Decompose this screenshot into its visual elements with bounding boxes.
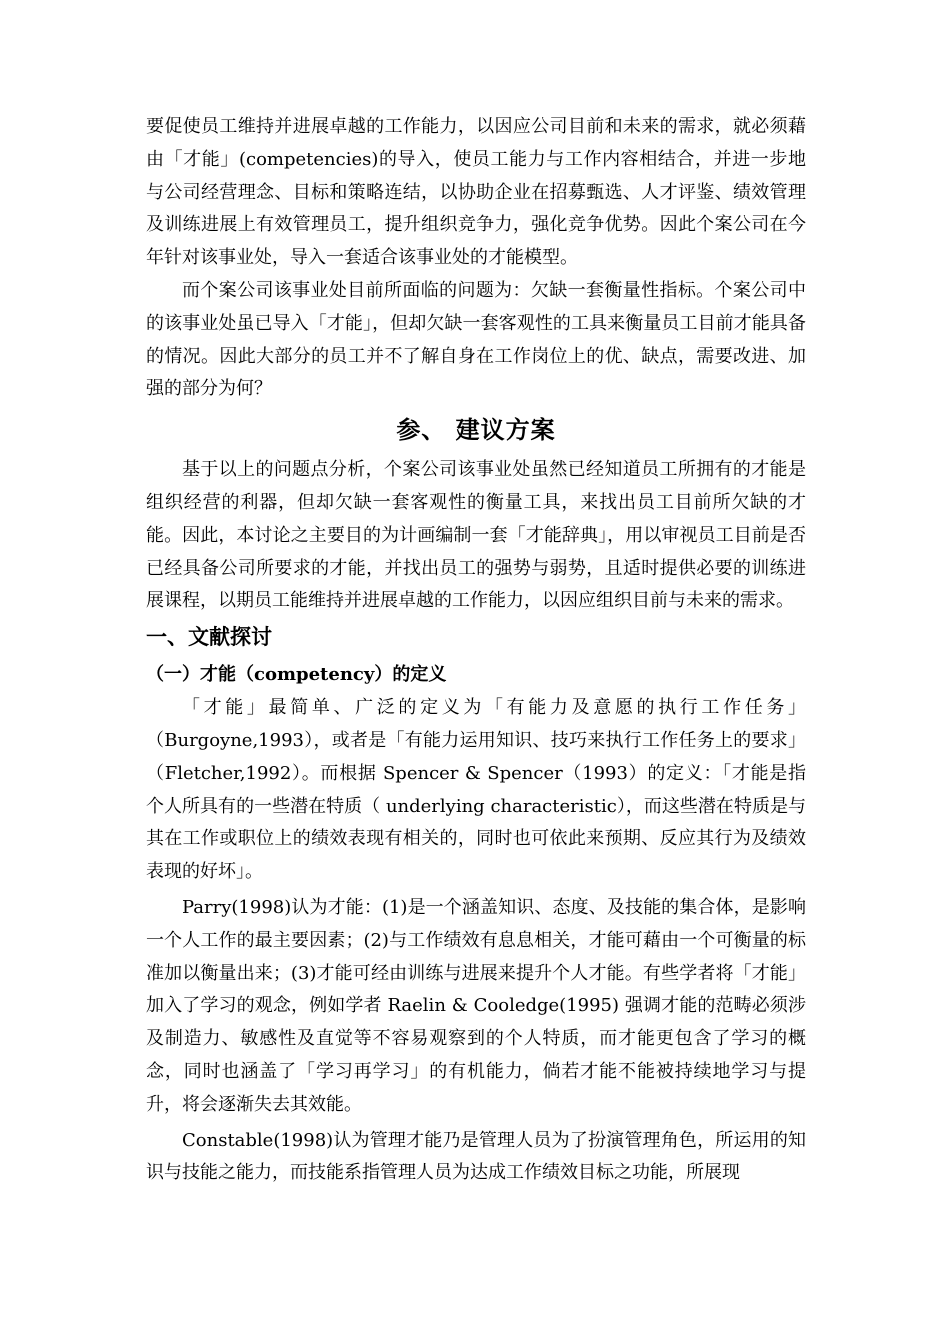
section-title: 参、 建议方案 — [396, 415, 556, 445]
paragraph-proposal: 基于以上的问题点分析，个案公司该事业处虽然已经知道员工所拥有的才能是组织经营的利器，但却欠缺一套客观性的衡量工具，来找出员工目前所欠缺的才能。因此，本讨论之主要目的为计画编制一套「才能辞典」，用以审视员工目前是否已经具备公司所要求的才能，并找出员工的强势与弱势，且适时提供必要的训练进展课程，以期员工能维持并进展卓越的工作能力，以因应组织目前与未来的需求。 — [146, 459, 806, 612]
paragraph-problem-statement: 而个案公司该事业处目前所面临的问题为：欠缺一套衡量性指标。个案公司中的该事业处虽已导入「才能」，但却欠缺一套客观性的工具来衡量员工目前才能具备的情况。因此大部分的员工并不了解自身在工作岗位上的优、缺点，需要改进、加强的部分为何？ — [146, 279, 806, 400]
document-body — [146, 111, 806, 1190]
paragraph-constable: Constable(1998)认为管理才能乃是管理人员为了扮演管理角色，所运用的知识与技能之能力，而技能系指管理人员为达成工作绩效目标之功能，所展现 — [146, 1129, 806, 1184]
paragraph-definition: 「才能」最简单、广泛的定义为「有能力及意愿的执行工作任务」（Burgoyne,1993），或者是「有能力运用知识、技巧来执行工作任务上的要求」（Fletcher,1992）。而根据 Spencer & Spencer（1993）的定义：「才能是指个人所具有的一些潜在特质（ underlying characteristic），而这些潜在特质是与其在工作或职位上的绩效表现有相关的，同时也可依此来预期、反应其行为及绩效表现的好坏」。 — [146, 697, 806, 883]
paragraph-competency-intro: 要促使员工维持并进展卓越的工作能力，以因应公司目前和未来的需求，就必须藉由「才能」(competencies)的导入，使员工能力与工作内容相结合，并进一步地与公司经营理念、目标和策略连结，以协助企业在招募甄选、人才评鉴、绩效管理及训练进展上有效管理员工，提升组织竞争力，强化竞争优势。因此个案公司在今年针对该事业处，导入一套适合该事业处的才能模型。 — [146, 116, 806, 269]
heading-literature-review: 一、文献探讨 — [146, 624, 272, 650]
paragraph-parry: Parry(1998)认为才能：(1)是一个涵盖知识、态度、及技能的集合体，是影响一个人工作的最主要因素；(2)与工作绩效有息息相关，才能可藉由一个可衡量的标准加以衡量出来；(3)才能可经由训练与进展来提升个人才能。有些学者将「才能」加入了学习的观念，例如学者 Raelin & Cooledge(1995) 强调才能的范畴必须涉及制造力、敏感性及直觉等不容易观察到的个人特质，而才能更包含了学习的概念，同时也涵盖了「学习再学习」的有机能力，倘若才能不能被持续地学习与提升，将会逐渐失去其效能。 — [146, 896, 806, 1115]
heading-competency-definition: （一）才能（competency）的定义 — [146, 664, 447, 686]
